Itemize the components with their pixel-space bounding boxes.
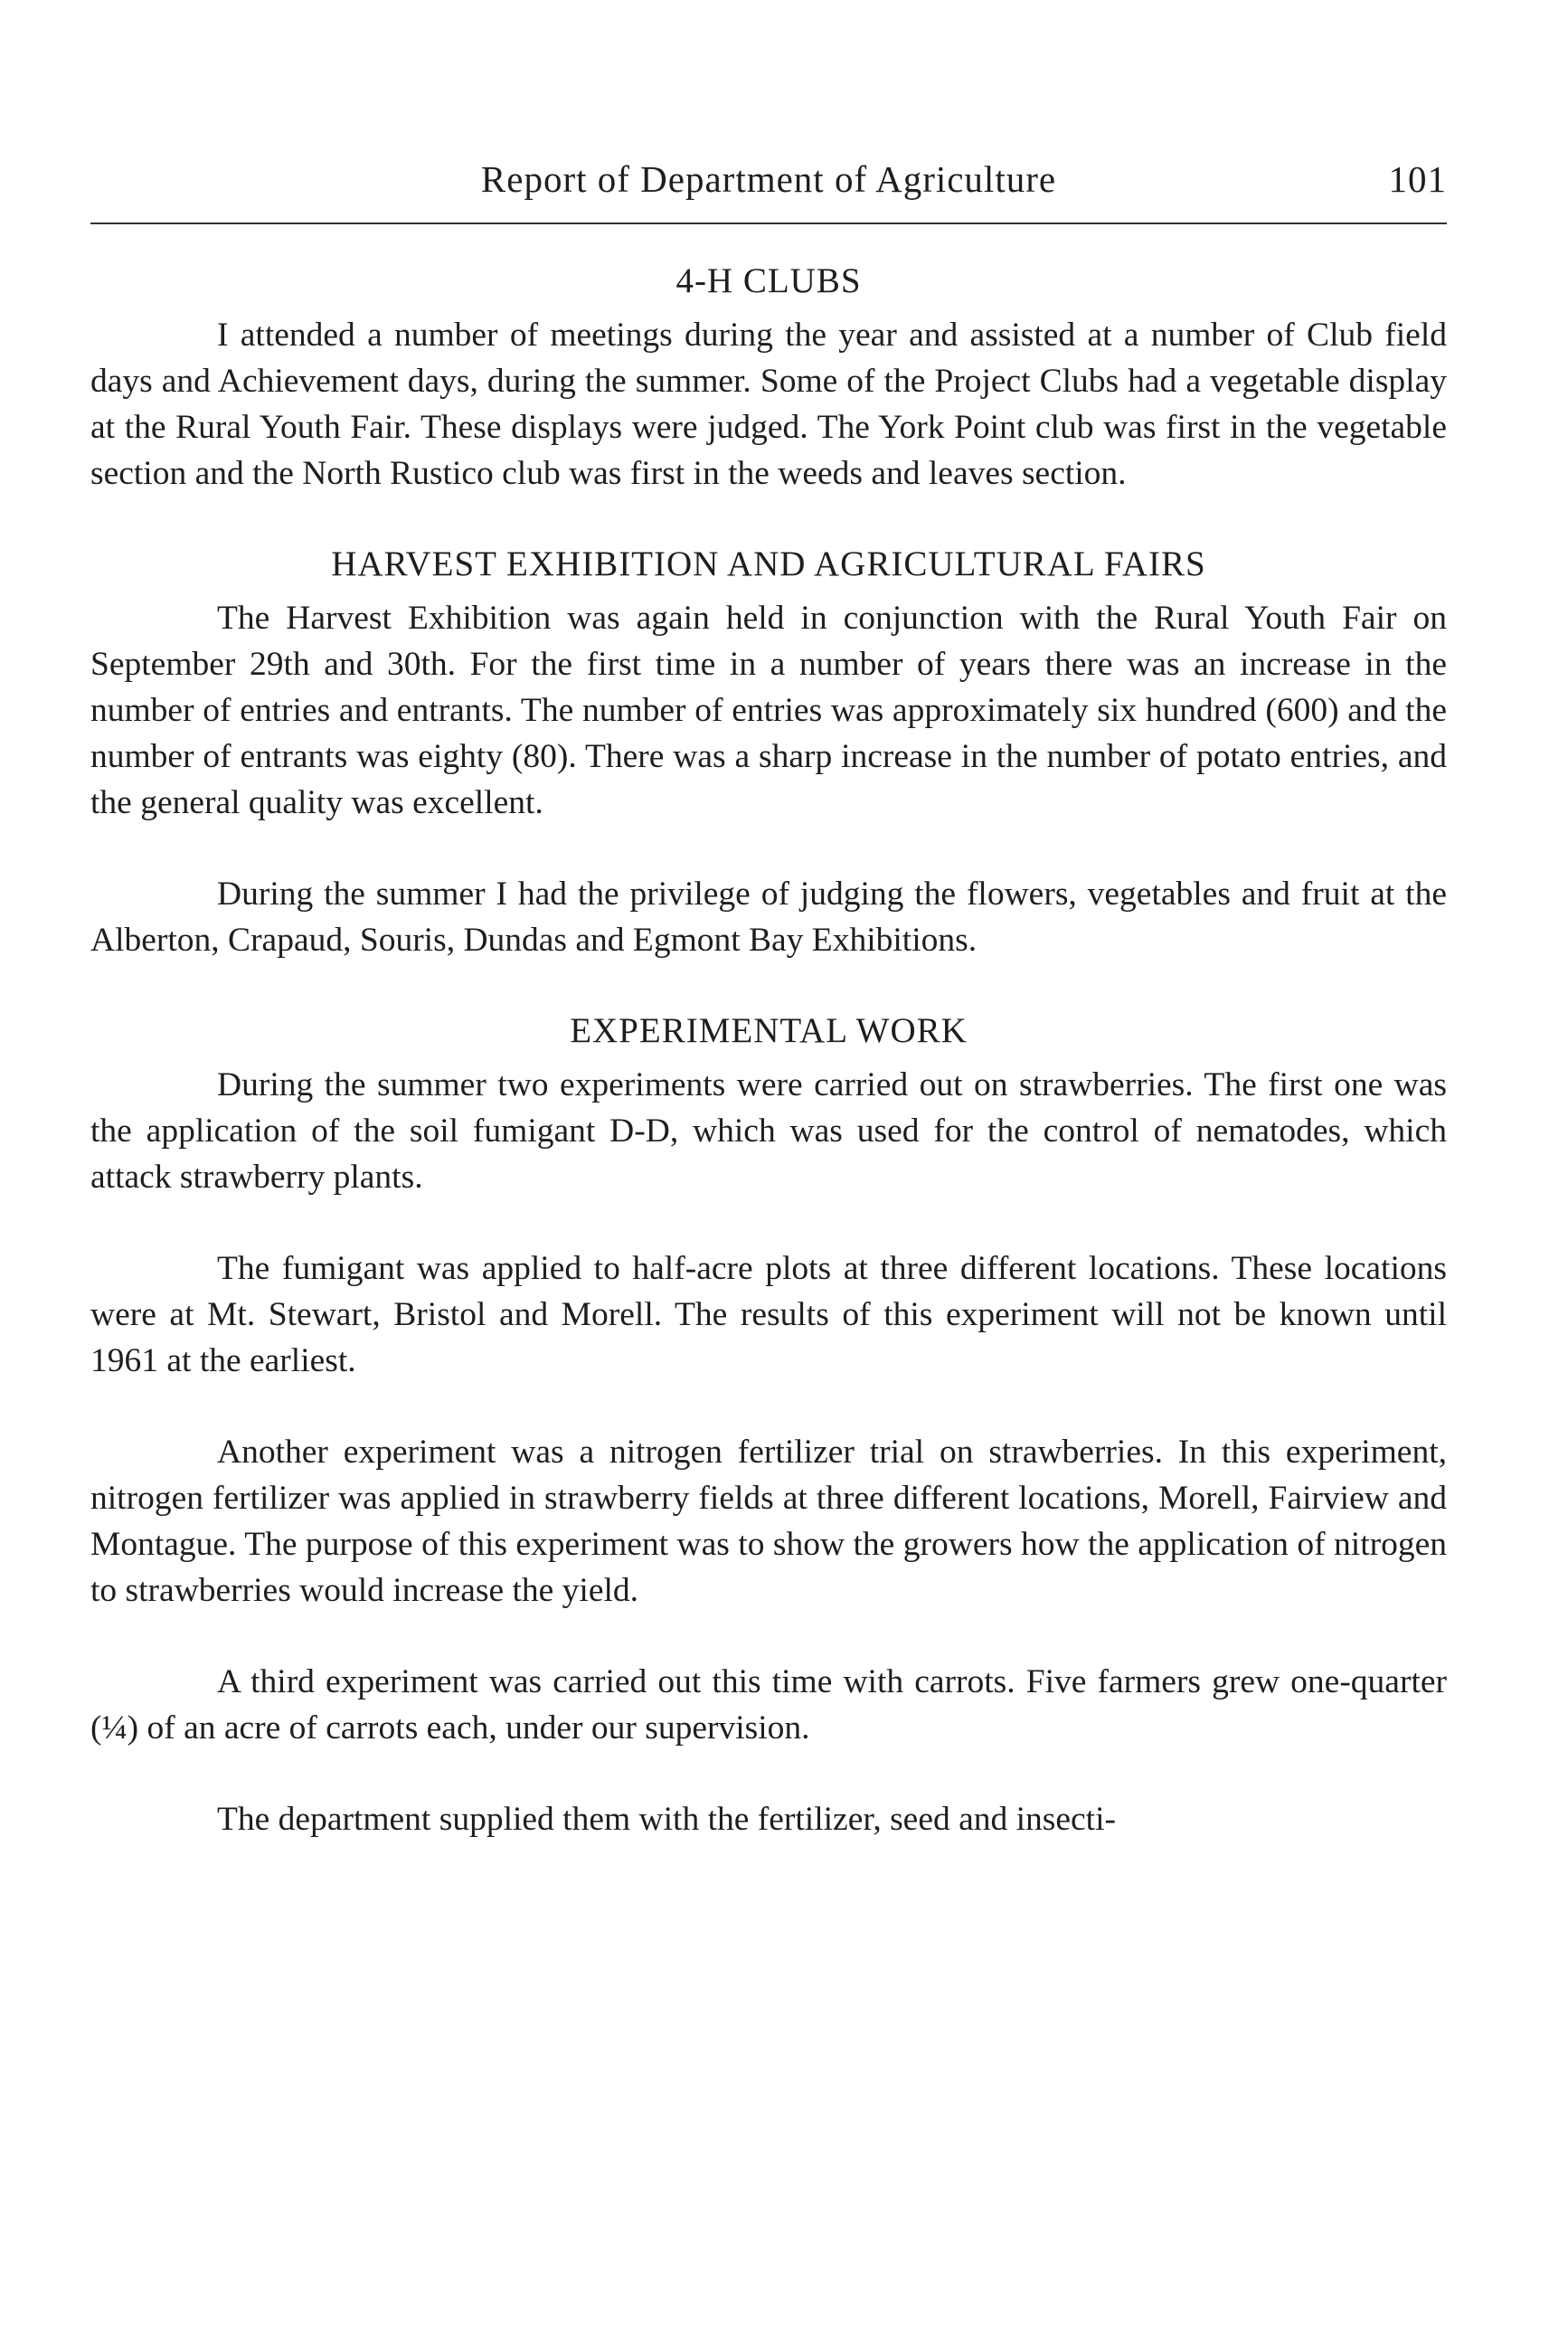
paragraph: The department supplied them with the fertilizer, seed and insecti- <box>217 1801 1116 1838</box>
section-heading: 4-H CLUBS <box>675 261 862 300</box>
document-page <box>90 145 1447 1842</box>
paragraph: A third experiment was carried out this time with carrots. Five farmers grew one-quarter (¼) of an acre of carrots each, under our supervision. <box>90 1663 1447 1747</box>
paragraph: The fumigant was applied to half-acre plots at three different locations. These locations were at Mt. Stewart, Bristol and Morell. The results of this experiment will not be known until 1961 at the earliest. <box>90 1250 1447 1379</box>
section-experimental-work <box>90 1010 1447 1842</box>
section-heading: HARVEST EXHIBITION AND AGRICULTURAL FAIRS <box>331 544 1206 583</box>
paragraph: I attended a number of meetings during the year and assisted at a number of Club field days and Achievement days, during the summer. Some of the Project Clubs had a vegetable display at the Rural Youth Fair. These displays were judged. The York Point club was first in the vegetable section and the North Rustico club was first in the weeds and leaves section. <box>90 317 1447 492</box>
paragraph: Another experiment was a nitrogen fertilizer trial on strawberries. In this experiment, nitrogen fertilizer was applied in strawberry fields at three different locations, Morell, Fairview and Montague. The purpose of this experiment was to show the growers how the application of nitrogen to strawberries would increase the yield. <box>90 1434 1447 1609</box>
page-number: 101 <box>1388 158 1447 200</box>
paragraph: During the summer I had the privilege of judging the flowers, vegetables and fruit at the Alberton, Crapaud, Souris, Dundas and Egmont Bay Exhibitions. <box>90 876 1447 959</box>
paragraph: The Harvest Exhibition was again held in conjunction with the Rural Youth Fair on September 29th and 30th. For the first time in a number of years there was an increase in the number of entries and entrants. The number of entries was approximately six hundred (600) and the number of entrants was eighty (80). There was a sharp increase in the number of potato entries, and the general quality was excellent. <box>90 600 1447 821</box>
section-4h-clubs <box>90 260 1447 497</box>
running-header <box>90 145 1447 199</box>
section-harvest-exhibition <box>90 544 1447 963</box>
paragraph: During the summer two experiments were carried out on strawberries. The first one was the application of the soil fumigant D-D, which was used for the control of nematodes, which attack strawberry plants. <box>90 1066 1447 1196</box>
running-title: Report of Department of Agriculture <box>480 158 1057 200</box>
section-heading: EXPERIMENTAL WORK <box>570 1011 968 1050</box>
header-rule <box>90 222 1447 224</box>
